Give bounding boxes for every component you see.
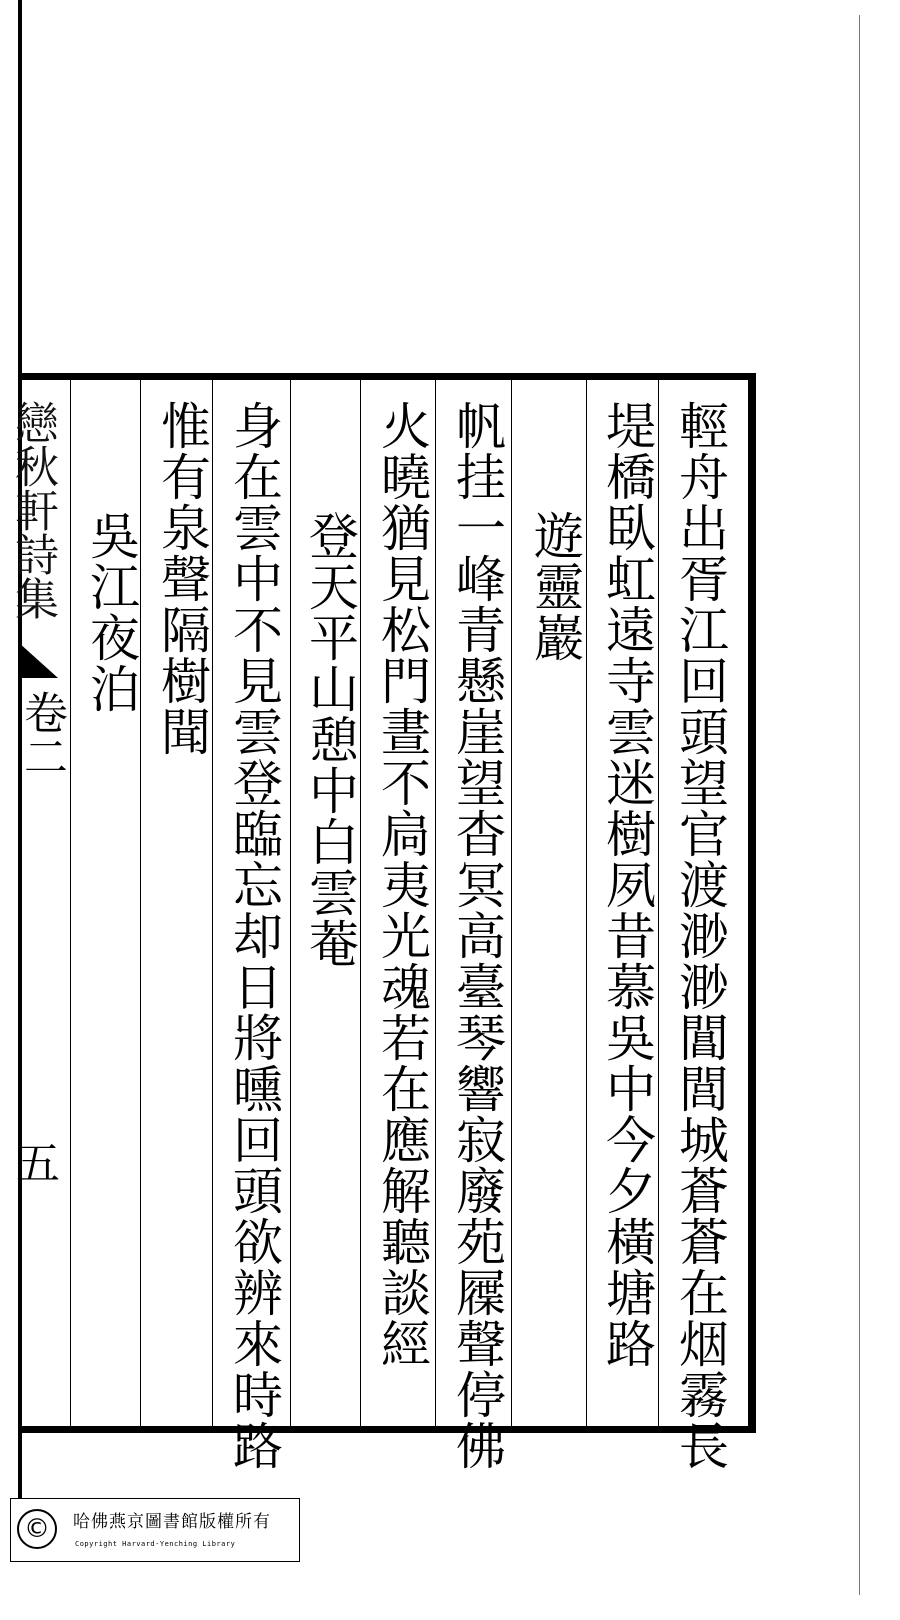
verse-column: 身在雲中不見雲登臨忘却日將曛回頭欲辨來時路 <box>225 400 283 1471</box>
copyright-owner-en: Copyright Harvard-Yenching Library <box>75 1540 236 1548</box>
column-rule <box>290 380 291 1426</box>
fish-tail-mark <box>18 642 58 678</box>
column-rule <box>140 380 141 1426</box>
verse-column: 堤橋臥虹遠寺雲迷樹夙昔慕吳中今夕橫塘路 <box>598 400 656 1369</box>
column-rule <box>360 380 361 1426</box>
copyright-stamp <box>10 1498 300 1562</box>
volume-label: 卷二 <box>16 690 67 778</box>
verse-column: 惟有泉聲隔樹聞 <box>153 400 211 757</box>
verse-column: 輕舟出胥江回頭望官渡渺渺閶閭城蒼蒼在烟霧長 <box>671 400 729 1471</box>
copyright-owner-cn: 哈佛燕京圖書館版權所有 <box>73 1512 271 1532</box>
poem-title: 吳江夜泊 <box>82 510 140 714</box>
poem-title: 登天平山憩中白雲菴 <box>301 510 359 969</box>
book-title-margin: 戀秋軒詩集 <box>7 400 58 620</box>
text-frame <box>7 373 756 1471</box>
verse-column: 帆挂一峰青懸崖望杳冥高臺琴響寂廢苑屧聲停佛 <box>448 400 506 1471</box>
column-rule <box>658 380 659 1426</box>
column-rule <box>212 380 213 1426</box>
column-rule <box>435 380 436 1426</box>
column-rule <box>511 380 512 1426</box>
page-edge-line <box>859 15 860 1595</box>
column-rule <box>70 380 71 1426</box>
poem-title: 遊靈巖 <box>526 510 584 663</box>
copyright-icon: © <box>17 1509 57 1549</box>
column-rule <box>586 380 587 1426</box>
page-number: 五 <box>8 1140 59 1184</box>
verse-column: 火曉猶見松門晝不扃夷光魂若在應解聽談經 <box>373 400 431 1369</box>
